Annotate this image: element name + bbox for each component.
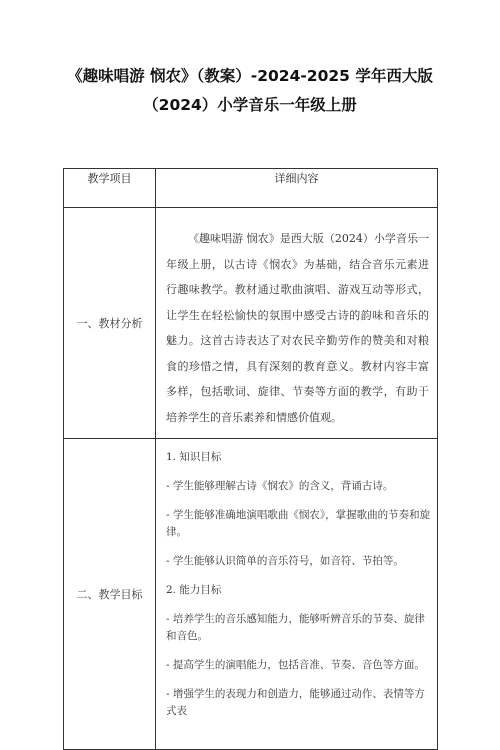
table-row [64, 208, 438, 439]
goal-line: - 培养学生的音乐感知能力，能够听辨音乐的节奏、旋律和音色。 [166, 613, 425, 642]
goal-line: 2. 能力目标 [166, 584, 222, 596]
header-teaching-item: 教学项目 [64, 169, 156, 208]
goal-line: - 学生能够理解古诗《悯农》的含义，背诵古诗。 [166, 480, 394, 492]
goal-line: - 学生能够准确地演唱歌曲《悯农》，掌握歌曲的节奏和旋律。 [166, 509, 431, 538]
goal-line: - 学生能够认识简单的音乐符号，如音符、节拍等。 [166, 555, 404, 567]
table-header-row [64, 169, 438, 208]
goal-line: 1. 知识目标 [166, 451, 222, 463]
document-title-line-1: 《趣味唱游 悯农》（教案）-2024-2025 学年西大版 [67, 67, 433, 85]
goal-line: - 提高学生的演唱能力，包括音准、节奏、音色等方面。 [166, 659, 425, 671]
row-label-teaching-goals: 二、教学目标 [64, 439, 156, 750]
goal-line: - 增强学生的表现力和创造力，能够通过动作、表情等方式表 [166, 688, 425, 717]
teaching-goals-content [156, 439, 438, 750]
table-row [64, 439, 438, 750]
header-detail-content: 详细内容 [156, 169, 438, 208]
row-label-material-analysis: 一、教材分析 [64, 208, 156, 439]
material-analysis-content: 《趣味唱游 悯农》是西大版（2024）小学音乐一年级上册，以古诗《悯农》为基础，结合音乐元素进行趣味教学。教材通过歌曲演唱、游戏互动等形式，让学生在轻松愉快的氛围中感受古诗的韵味和音乐的魅力。这首古诗表达了对农民辛勤劳作的赞美和对粮食的珍惜之情，具有深刻的教育意义。教材内容丰富多样，包括歌词、旋律、节奏等方面的教学，有助于培养学生的音乐素养和情感价值观。 [156, 208, 438, 439]
lesson-plan-table [63, 168, 438, 750]
document-title-line-2: （2024）小学音乐一年级上册 [143, 96, 357, 114]
